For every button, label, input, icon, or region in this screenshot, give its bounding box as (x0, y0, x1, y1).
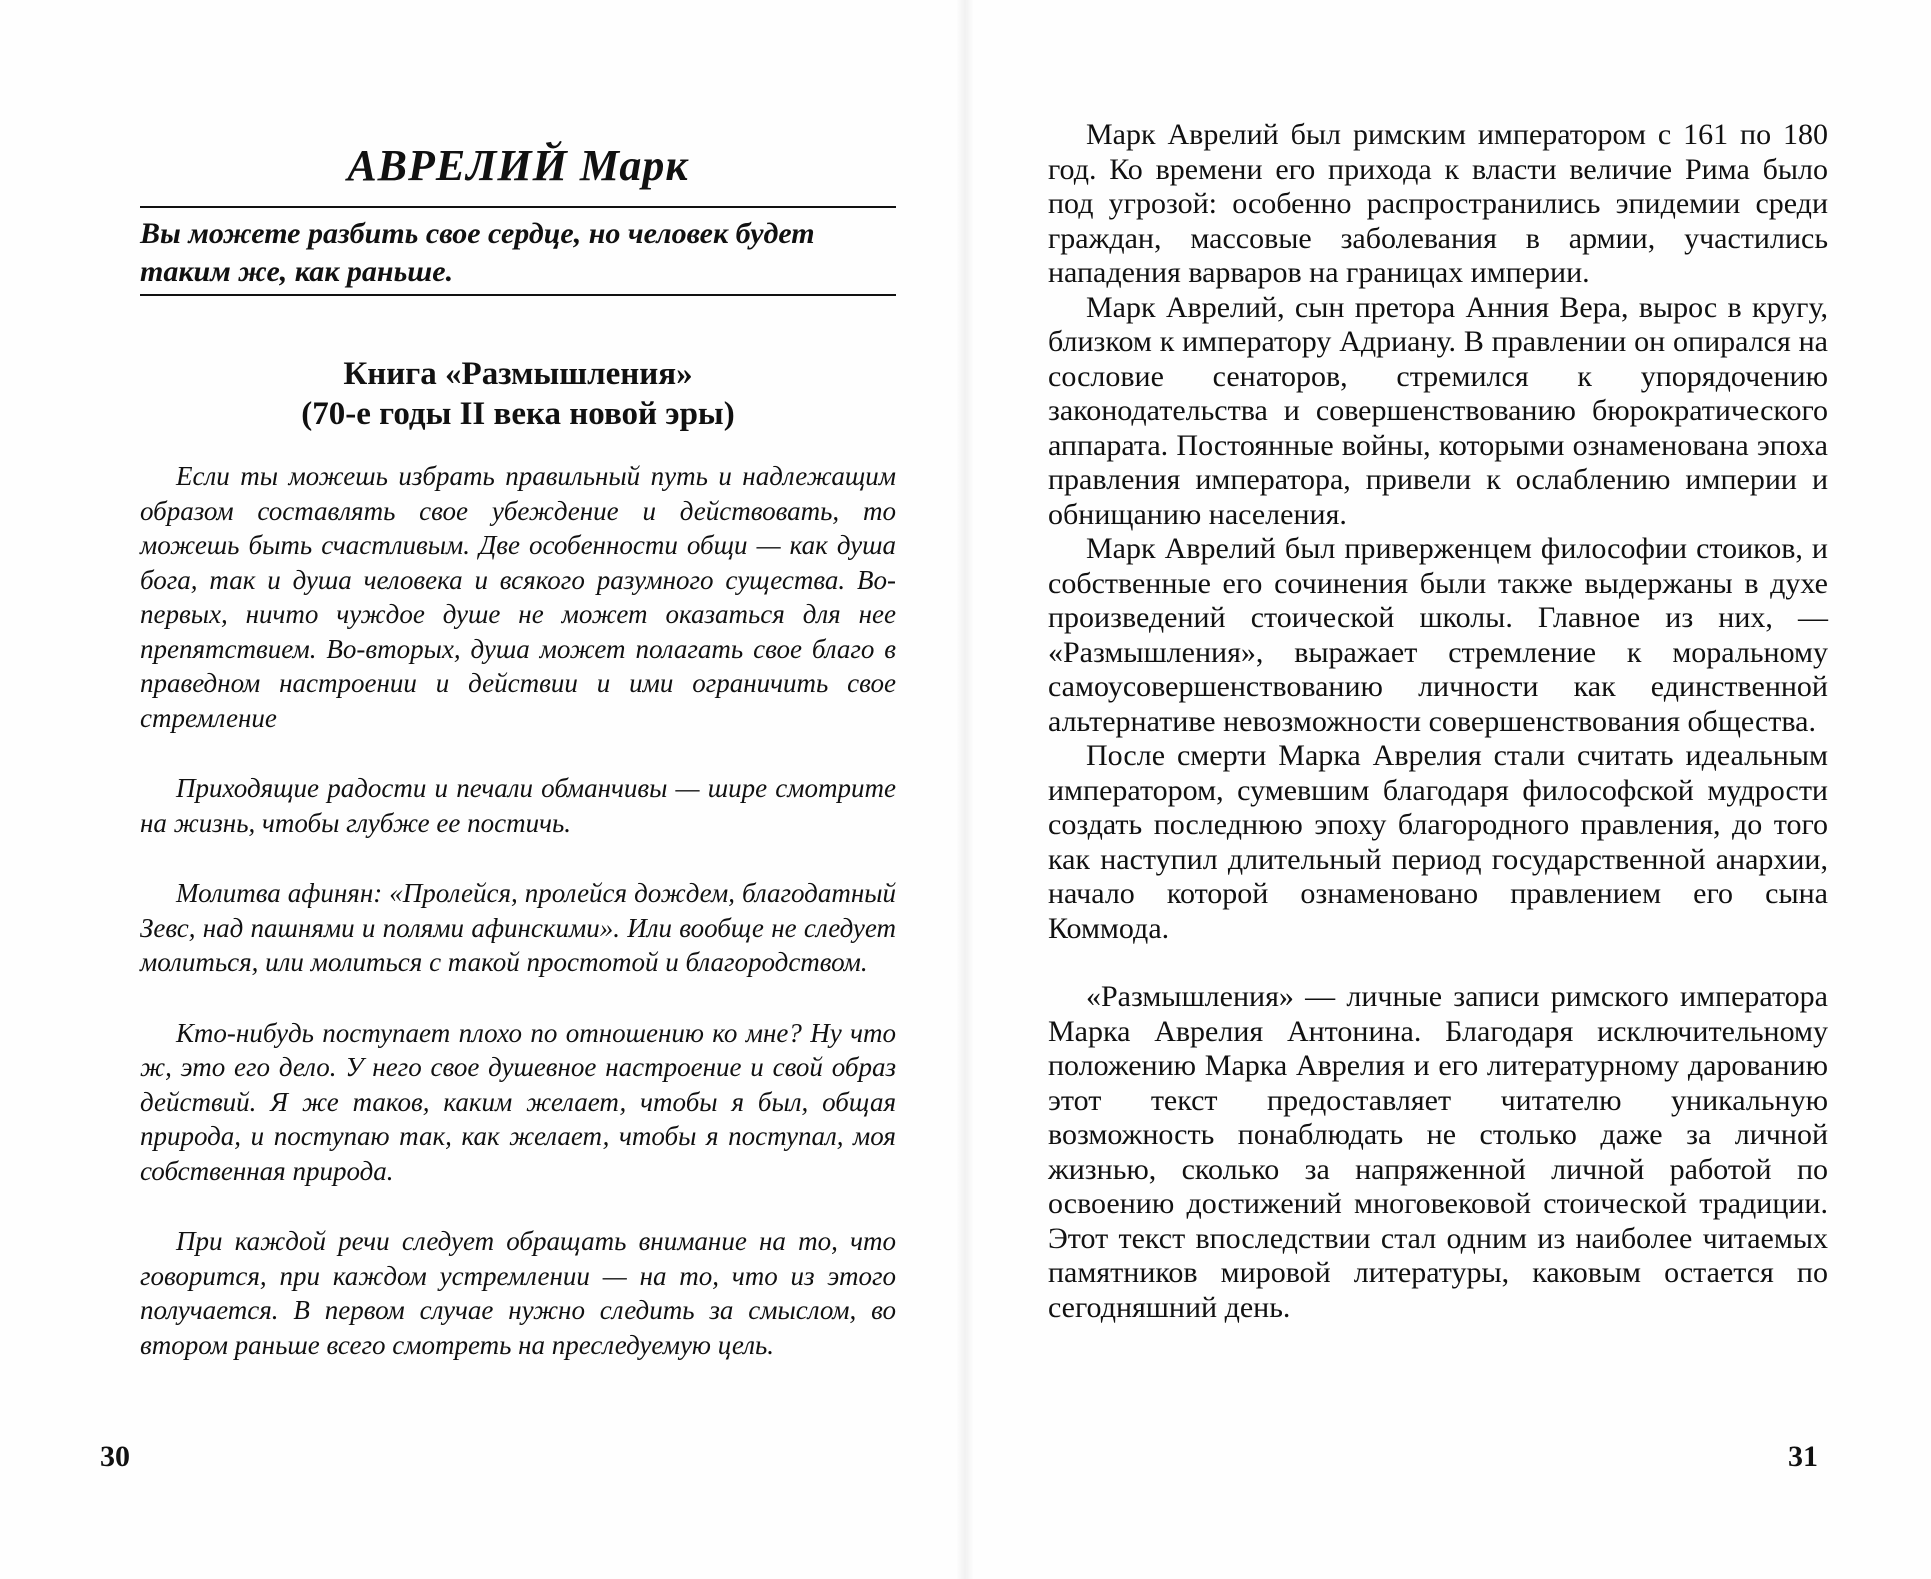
page-number-right: 31 (1788, 1440, 1818, 1473)
book-title-line: Книга «Размышления» (343, 356, 693, 392)
bio-paragraph: Марк Аврелий был римским императором с 161 по 180 год. Ко времени его прихода к власти величие Рима было под угрозой: особенно распространились эпидемии среди граждан, массовые заболевания в армии, участились нападения варваров на границах империи. (1048, 118, 1828, 289)
author-heading: АВРЕЛИЙ Марк (347, 141, 689, 190)
bio-paragraph: Марк Аврелий, сын претора Анния Вера, вырос в кругу, близком к императору Адриану. В правлении он опирался на сословие сенаторов, стремился к упорядочению законодательства и совершенствованию бюрократического аппарата. Постоянные войны, которыми ознаменована эпоха правления императора, привели к ослаблению империи и обнищанию населения. (1048, 290, 1828, 531)
page-number-left: 30 (100, 1440, 130, 1473)
quote-paragraph: Приходящие радости и печали обманчивы — шире смотрите на жизнь, чтобы глубже ее постичь. (140, 773, 896, 838)
biography-section (1048, 118, 1828, 1325)
book-gutter (956, 0, 974, 1579)
bio-paragraph: «Размышления» — личные записи римского императора Марка Аврелия Антонина. Благодаря исключительному положению Марка Аврелия и его литературному дарованию этот текст предоставляет читателю уникальную возможность понаблюдать не столько даже за личной жизнью, сколько за напряженной личной работой по освоению достижений многовековой стоической традиции. Этот текст впоследствии стал одним из наиболее читаемых памятников мировой литературы, каковым остается по сегодняшний день. (1048, 980, 1828, 1324)
bio-paragraph: После смерти Марка Аврелия стали считать идеальным императором, сумевшим благодаря философской мудрости создать последнюю эпоху благородного правления, до того как наступил длительный период государственной анархии, начало которой ознаменовано правлением его сына Коммода. (1048, 739, 1828, 945)
epigraph: Вы можете разбить свое сердце, но человек будет таким же, как раньше. (140, 217, 815, 288)
epigraph-bottom-rule (140, 294, 896, 296)
book-title (140, 354, 896, 434)
quote-paragraph: При каждой речи следует обращать внимание на то, что говорится, при каждом устремлении — на то, что из этого получается. В первом случае нужно следить за смыслом, во втором раньше всего смотреть на преследуемую цель. (140, 1226, 896, 1360)
book-subtitle-line: (70-е годы II века новой эры) (301, 396, 735, 432)
bio-paragraph: Марк Аврелий был приверженцем философии стоиков, и собственные его сочинения были также выдержаны в духе произведений стоической школы. Главное из них, — «Размышления», выражает стремление к моральному самоусовершенствованию личности как единственной альтернативе невозможности совершенствования общества. (1048, 532, 1828, 738)
quote-paragraph: Молитва афинян: «Пролейся, пролейся дождем, благодатный Зевс, над пашнями и полями афинскими». Или вообще не следует молиться, или молиться с такой простотой и благородством. (140, 878, 896, 977)
quote-paragraph: Если ты можешь избрать правильный путь и надлежащим образом составлять свое убеждение и действовать, то можешь быть счастливым. Две особенности общи — как душа бога, так и душа человека и всякого разумного существа. Во-первых, ничто чуждое душе не может оказаться для нее препятствием. Во-вторых, душа может полагать свое благо в праведном настроении и действии и ими ограничить свое стремление (140, 461, 896, 733)
quote-paragraph: Кто-нибудь поступает плохо по отношению ко мне? Ну что ж, это его дело. У него свое душевное настроение и свой образ действий. Я же таков, каким желает, чтобы я был, общая природа, и поступаю так, как желает, чтобы я поступал, моя собственная природа. (140, 1017, 896, 1186)
epigraph-top-rule (140, 206, 896, 208)
quotes-section (140, 459, 896, 1398)
